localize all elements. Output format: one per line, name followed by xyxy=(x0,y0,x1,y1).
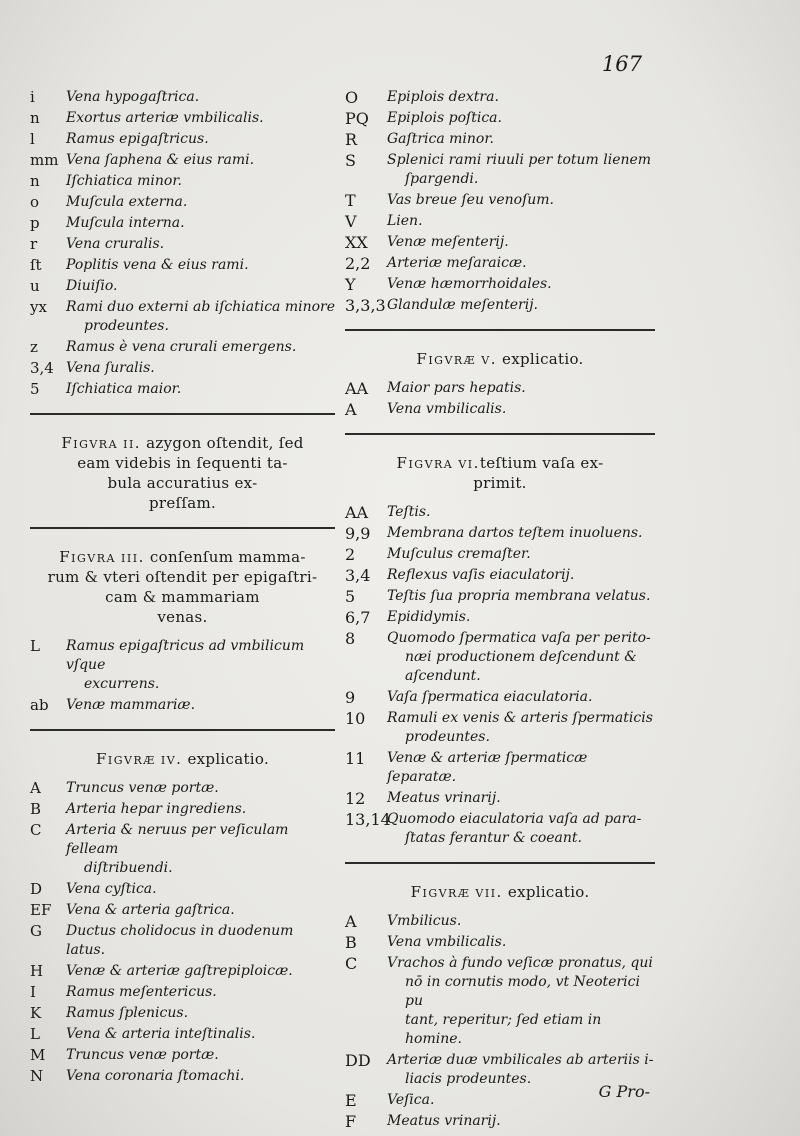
legend-list-figure-4 xyxy=(30,779,335,1086)
section-divider xyxy=(30,413,335,415)
legend-key: L xyxy=(30,637,40,655)
legend-text xyxy=(66,821,335,878)
legend-item xyxy=(345,912,655,931)
right-column xyxy=(345,88,655,1133)
legend-item xyxy=(345,749,655,787)
legend-item xyxy=(30,1025,335,1044)
legend-item xyxy=(30,172,335,191)
legend-item xyxy=(30,193,335,212)
legend-item xyxy=(30,696,335,715)
legend-text: Vena cruralis. xyxy=(66,236,165,252)
legend-key: 13,14 xyxy=(345,810,391,829)
legend-key: B xyxy=(345,933,357,952)
legend-item xyxy=(345,933,655,952)
legend-item xyxy=(30,277,335,296)
legend-text-continuation: diſtribuendi. xyxy=(84,860,173,876)
legend-text: Epiplois dextra. xyxy=(387,89,499,105)
figure-7-caption xyxy=(345,882,655,902)
legend-key: 10 xyxy=(345,709,366,728)
legend-key: yx xyxy=(30,298,47,316)
legend-text: Muſculus cremaſter. xyxy=(387,546,531,562)
legend-key: C xyxy=(30,821,42,839)
legend-key: 3,4 xyxy=(30,359,54,377)
figure-label: Figvra xyxy=(59,548,116,566)
legend-text-line: Arteria & neruus per veſiculam felleam xyxy=(66,822,289,857)
legend-text: Vena vmbilicalis. xyxy=(387,401,507,417)
legend-key: K xyxy=(30,1004,42,1022)
legend-item xyxy=(30,130,335,149)
legend-key: 3,4 xyxy=(345,566,371,585)
legend-text: Vas breue ſeu venoſum. xyxy=(387,192,554,208)
legend-text: Poplitis vena & eius rami. xyxy=(66,257,249,273)
section-divider xyxy=(345,329,655,331)
legend-item xyxy=(345,233,655,252)
legend-text: Maior pars hepatis. xyxy=(387,380,526,396)
legend-key: I xyxy=(30,983,36,1001)
legend-text: Ductus cholidocus in duodenum latus. xyxy=(66,923,294,958)
legend-item xyxy=(30,88,335,107)
legend-text xyxy=(66,298,335,336)
legend-item xyxy=(345,789,655,808)
legend-key: H xyxy=(30,962,44,980)
legend-text-continuation: prodeuntes. xyxy=(84,318,169,334)
legend-text xyxy=(387,810,655,848)
legend-text: Venæ mammariæ. xyxy=(66,697,196,713)
legend-text-line: Arteriæ duæ vmbilicales ab arteriis i- xyxy=(387,1052,654,1068)
legend-item xyxy=(30,109,335,128)
legend-text: Meatus vrinarij. xyxy=(387,1113,501,1129)
legend-item xyxy=(345,587,655,606)
legend-key: 9,9 xyxy=(345,524,371,543)
legend-key: 9 xyxy=(345,688,356,707)
legend-list-figure-1 xyxy=(30,88,335,399)
caption-line: cam & mammariam xyxy=(105,588,260,606)
figure-number: ii. xyxy=(123,434,142,452)
legend-text-line: Splenici rami riuuli per totum lienem xyxy=(387,152,652,168)
caption-line: explicatio. xyxy=(502,883,590,901)
legend-text: Ramus è vena crurali emergens. xyxy=(66,339,297,355)
legend-key: 5 xyxy=(345,587,356,606)
legend-text: Membrana dartos teſtem inuoluens. xyxy=(387,525,643,541)
section-divider xyxy=(345,862,655,864)
legend-item xyxy=(30,779,335,798)
legend-key: DD xyxy=(345,1051,371,1070)
caption-line: azygon oſtendit, ſed xyxy=(141,434,304,452)
legend-item xyxy=(345,191,655,210)
legend-text: Venæ hæmorrhoidales. xyxy=(387,276,552,292)
legend-text: Truncus venæ portæ. xyxy=(66,780,219,796)
legend-item xyxy=(30,1067,335,1086)
legend-item xyxy=(345,810,655,848)
legend-key: 2,2 xyxy=(345,254,371,273)
catchword: G Pro- xyxy=(598,1082,650,1101)
legend-item xyxy=(345,629,655,686)
legend-item xyxy=(345,275,655,294)
legend-text xyxy=(387,954,655,1049)
legend-key: o xyxy=(30,193,40,211)
legend-item xyxy=(30,637,335,694)
caption-line: explicatio. xyxy=(496,350,584,368)
figure-number: vii. xyxy=(475,883,503,901)
figure-label: Figvra xyxy=(61,434,119,452)
legend-key: R xyxy=(345,130,358,149)
caption-line: preſſam. xyxy=(148,494,217,512)
legend-text: Vena vmbilicalis. xyxy=(387,934,507,950)
legend-key: E xyxy=(345,1091,357,1110)
legend-key: N xyxy=(30,1067,44,1085)
legend-key: M xyxy=(30,1046,46,1064)
legend-key: u xyxy=(30,277,40,295)
legend-key: A xyxy=(345,912,357,931)
legend-text-line: Ramus epigaſtricus ad vmbilicum vſque xyxy=(66,638,305,673)
legend-item xyxy=(30,235,335,254)
figure-label: Figvræ xyxy=(410,883,471,901)
legend-text-line: Quomodo ſpermatica vaſa per perito- xyxy=(387,630,651,646)
legend-key: O xyxy=(345,88,359,107)
legend-key: 5 xyxy=(30,380,40,398)
legend-text: Vmbilicus. xyxy=(387,913,462,929)
legend-key: A xyxy=(30,779,41,797)
legend-text xyxy=(387,151,655,189)
legend-text-continuation: excurrens. xyxy=(84,676,160,692)
legend-key: 8 xyxy=(345,629,356,648)
section-divider xyxy=(30,527,335,529)
legend-key: 3,3,3 xyxy=(345,296,386,315)
legend-item xyxy=(345,954,655,1049)
section-divider xyxy=(345,433,655,435)
legend-text: Iſchiatica minor. xyxy=(66,173,182,189)
legend-item xyxy=(345,212,655,231)
legend-text: Venæ & arteriæ gaſtrepiploicæ. xyxy=(66,963,293,979)
legend-item xyxy=(345,608,655,627)
legend-item xyxy=(345,254,655,273)
legend-text: Vaſa ſpermatica eiaculatoria. xyxy=(387,689,593,705)
legend-text: Iſchiatica maior. xyxy=(66,381,182,397)
legend-item xyxy=(345,109,655,128)
legend-text-continuation: liacis prodeuntes. xyxy=(405,1071,532,1087)
legend-text: Vena & arteria inteſtinalis. xyxy=(66,1026,256,1042)
legend-text: Diuiſio. xyxy=(66,278,118,294)
legend-item xyxy=(345,709,655,747)
legend-item xyxy=(345,296,655,315)
caption-line: bula accuratius ex- xyxy=(107,474,258,492)
legend-item xyxy=(345,524,655,543)
legend-key: 2 xyxy=(345,545,356,564)
legend-text: Vena cyſtica. xyxy=(66,881,157,897)
figure-3-caption xyxy=(30,547,335,627)
legend-text-line: Ramuli ex venis & arteris ſpermaticis xyxy=(387,710,653,726)
page-number: 167 xyxy=(601,52,642,76)
legend-text: Ramus epigaſtricus. xyxy=(66,131,209,147)
legend-key: ab xyxy=(30,696,49,714)
legend-key: L xyxy=(30,1025,40,1043)
section-divider xyxy=(30,729,335,731)
legend-key: 12 xyxy=(345,789,366,808)
legend-key: n xyxy=(30,109,40,127)
legend-text: Arteriæ meſaraicæ. xyxy=(387,255,527,271)
figure-number: v. xyxy=(481,350,497,368)
legend-key: Y xyxy=(345,275,356,294)
legend-text: Ramus ſplenicus. xyxy=(66,1005,189,1021)
legend-item xyxy=(30,380,335,399)
legend-key: r xyxy=(30,235,38,253)
legend-key: PQ xyxy=(345,109,369,128)
legend-item xyxy=(30,962,335,981)
figure-label: Figvræ xyxy=(95,750,156,768)
legend-key: XX xyxy=(345,233,368,252)
legend-text xyxy=(66,637,335,694)
legend-text: Gaſtrica minor. xyxy=(387,131,494,147)
figure-number: iv. xyxy=(160,750,183,768)
legend-item xyxy=(30,983,335,1002)
caption-line: venas. xyxy=(157,608,208,626)
legend-item xyxy=(30,214,335,233)
caption-line: conſenſum mamma- xyxy=(144,548,306,566)
legend-list-figure-3 xyxy=(30,637,335,715)
legend-text: Vena hypogaſtrica. xyxy=(66,89,200,105)
legend-item xyxy=(30,901,335,920)
legend-key: F xyxy=(345,1112,357,1131)
legend-text-continuation: prodeuntes. xyxy=(405,729,490,745)
legend-text: Muſcula interna. xyxy=(66,215,185,231)
legend-text-continuation: tant, reperitur; ſed etiam in homine. xyxy=(405,1012,602,1047)
legend-item xyxy=(345,566,655,585)
legend-key: C xyxy=(345,954,358,973)
legend-item xyxy=(30,1046,335,1065)
legend-text-line: Quomodo eiaculatoria vaſa ad para- xyxy=(387,811,642,827)
legend-text: Exortus arteriæ vmbilicalis. xyxy=(66,110,264,126)
legend-key: p xyxy=(30,214,40,232)
legend-item xyxy=(30,298,335,336)
legend-item xyxy=(345,1112,655,1131)
legend-text-continuation: ſtatas ferantur & coeant. xyxy=(405,830,582,846)
legend-item xyxy=(30,821,335,878)
legend-text: Venæ & arteriæ ſpermaticæ ſeparatæ. xyxy=(387,750,588,785)
caption-line: rum & vteri oſtendit per epigaſtri- xyxy=(47,568,318,586)
legend-item xyxy=(30,338,335,357)
legend-text: Arteria hepar ingrediens. xyxy=(66,801,247,817)
figure-2-caption xyxy=(30,433,335,513)
legend-key: z xyxy=(30,338,38,356)
legend-item xyxy=(30,922,335,960)
legend-text: Venæ meſenterij. xyxy=(387,234,509,250)
caption-line: eam videbis in ſequenti ta- xyxy=(77,454,288,472)
legend-item xyxy=(345,379,655,398)
legend-text: Truncus venæ portæ. xyxy=(66,1047,219,1063)
legend-text: Vena & arteria gaſtrica. xyxy=(66,902,235,918)
legend-list-figure-1-continued xyxy=(345,88,655,315)
legend-item xyxy=(345,400,655,419)
legend-text: Teſtis. xyxy=(387,504,431,520)
legend-text xyxy=(387,709,655,747)
legend-key: 6,7 xyxy=(345,608,371,627)
legend-key: AA xyxy=(345,503,369,522)
legend-text: Meatus vrinarij. xyxy=(387,790,501,806)
legend-key: S xyxy=(345,151,356,170)
legend-text: Vena coronaria ſtomachi. xyxy=(66,1068,245,1084)
legend-text-continuation: nō in cornutis modo, vt Neoterici pu xyxy=(405,974,640,1009)
legend-key: B xyxy=(30,800,42,818)
left-column xyxy=(30,88,335,1088)
legend-key: l xyxy=(30,130,35,148)
legend-item xyxy=(345,503,655,522)
legend-item xyxy=(345,130,655,149)
legend-key: G xyxy=(30,922,42,940)
legend-item xyxy=(345,688,655,707)
legend-item xyxy=(30,880,335,899)
legend-item xyxy=(30,359,335,378)
figure-6-caption xyxy=(345,453,655,493)
legend-text: Ramus meſentericus. xyxy=(66,984,217,1000)
legend-item xyxy=(30,256,335,275)
legend-list-figure-6 xyxy=(345,503,655,848)
caption-line: explicatio. xyxy=(182,750,270,768)
legend-text-continuation: næi productionem deſcendunt & xyxy=(405,649,637,665)
legend-key: A xyxy=(345,400,357,419)
legend-key: D xyxy=(30,880,43,898)
figure-5-caption xyxy=(345,349,655,369)
legend-key: ſt xyxy=(30,256,42,274)
legend-item xyxy=(30,1004,335,1023)
figure-4-caption xyxy=(30,749,335,769)
legend-item xyxy=(30,151,335,170)
legend-key: 11 xyxy=(345,749,366,768)
legend-text: Veſica. xyxy=(387,1092,435,1108)
legend-key: AA xyxy=(345,379,369,398)
legend-key: V xyxy=(345,212,357,231)
legend-item xyxy=(345,88,655,107)
legend-text-line: Vrachos à fundo veſicæ pronatus, qui xyxy=(387,955,653,971)
caption-line: teſtium vaſa ex- xyxy=(479,454,604,472)
legend-text: Epiplois poſtica. xyxy=(387,110,502,126)
legend-key: i xyxy=(30,88,35,106)
legend-text-continuation: aſcendunt. xyxy=(405,668,481,684)
caption-line: primit. xyxy=(473,474,527,492)
legend-item xyxy=(345,151,655,189)
legend-key: mm xyxy=(30,151,59,169)
legend-text xyxy=(387,629,655,686)
legend-text: Lien. xyxy=(387,213,423,229)
legend-text: Glandulæ meſenterij. xyxy=(387,297,539,313)
legend-text: Muſcula externa. xyxy=(66,194,188,210)
figure-label: Figvræ xyxy=(416,350,477,368)
legend-text: Reflexus vaſis eiaculatorij. xyxy=(387,567,575,583)
legend-text: Epididymis. xyxy=(387,609,471,625)
legend-key: T xyxy=(345,191,356,210)
legend-text-line: Rami duo externi ab iſchiatica minore xyxy=(66,299,336,315)
legend-key: n xyxy=(30,172,40,190)
legend-key: EF xyxy=(30,901,52,919)
figure-number: vi. xyxy=(458,454,480,472)
legend-item xyxy=(30,800,335,819)
legend-text: Vena ſaphena & eius rami. xyxy=(66,152,255,168)
legend-text: Teſtis ſua propria membrana velatus. xyxy=(387,588,651,604)
legend-text: Vena ſuralis. xyxy=(66,360,155,376)
figure-number: iii. xyxy=(121,548,145,566)
legend-item xyxy=(345,545,655,564)
legend-list-figure-5 xyxy=(345,379,655,419)
figure-label: Figvra xyxy=(396,454,454,472)
legend-text-continuation: ſpargendi. xyxy=(405,171,479,187)
